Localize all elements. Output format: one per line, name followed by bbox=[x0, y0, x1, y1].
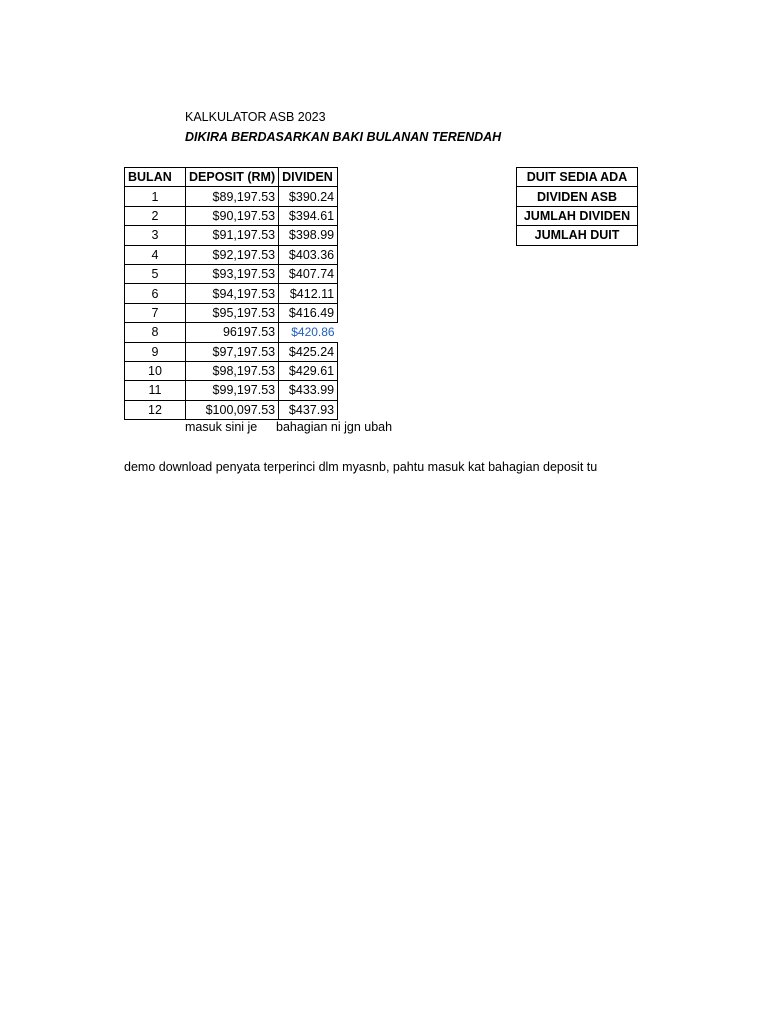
cell-bulan[interactable]: 1 bbox=[125, 187, 186, 206]
cell-dividen[interactable]: $394.61 bbox=[279, 206, 338, 225]
cell-deposit[interactable]: $98,197.53 bbox=[186, 361, 279, 380]
cell-dividen[interactable]: $390.24 bbox=[279, 187, 338, 206]
table-row bbox=[125, 303, 338, 322]
header-bulan[interactable]: BULAN bbox=[125, 168, 186, 187]
cell-bulan[interactable]: 12 bbox=[125, 400, 186, 419]
note-jangan-ubah: bahagian ni jgn ubah bbox=[276, 420, 393, 434]
table-header-row bbox=[125, 168, 338, 187]
table-row bbox=[125, 284, 338, 303]
summary-labels-table bbox=[516, 167, 638, 246]
cell-deposit[interactable]: $90,197.53 bbox=[186, 206, 279, 225]
cell-dividen[interactable]: $437.93 bbox=[279, 400, 338, 419]
label-duit-sedia-ada[interactable]: DUIT SEDIA ADA bbox=[517, 168, 638, 187]
cell-deposit[interactable]: $93,197.53 bbox=[186, 264, 279, 283]
table-row bbox=[125, 264, 338, 283]
note-demo: demo download penyata terperinci dlm myasnb, pahtu masuk kat bahagian deposit tu bbox=[124, 460, 598, 474]
header-deposit[interactable]: DEPOSIT (RM) bbox=[186, 168, 279, 187]
cell-deposit[interactable]: $97,197.53 bbox=[186, 342, 279, 361]
cell-bulan[interactable]: 8 bbox=[125, 323, 186, 342]
label-jumlah-dividen[interactable]: JUMLAH DIVIDEN bbox=[517, 206, 638, 225]
cell-bulan[interactable]: 11 bbox=[125, 381, 186, 400]
cell-bulan[interactable]: 7 bbox=[125, 303, 186, 322]
cell-dividen[interactable]: $433.99 bbox=[279, 381, 338, 400]
cell-dividen[interactable]: $398.99 bbox=[279, 226, 338, 245]
table-row bbox=[125, 245, 338, 264]
cell-bulan[interactable]: 2 bbox=[125, 206, 186, 225]
cell-deposit[interactable]: $89,197.53 bbox=[186, 187, 279, 206]
cell-bulan[interactable]: 3 bbox=[125, 226, 186, 245]
table-row bbox=[125, 342, 338, 361]
table-row bbox=[125, 187, 338, 206]
cell-deposit[interactable]: 96197.53 bbox=[186, 323, 279, 342]
table-row bbox=[125, 361, 338, 380]
cell-bulan[interactable]: 6 bbox=[125, 284, 186, 303]
cell-dividen[interactable]: $403.36 bbox=[279, 245, 338, 264]
label-dividen-asb[interactable]: DIVIDEN ASB bbox=[517, 187, 638, 206]
cell-bulan[interactable]: 9 bbox=[125, 342, 186, 361]
table-row bbox=[125, 206, 338, 225]
header-dividen[interactable]: DIVIDEN bbox=[279, 168, 338, 187]
cell-bulan[interactable]: 5 bbox=[125, 264, 186, 283]
cell-deposit[interactable]: $99,197.53 bbox=[186, 381, 279, 400]
cell-deposit[interactable]: $92,197.53 bbox=[186, 245, 279, 264]
cell-deposit[interactable]: $95,197.53 bbox=[186, 303, 279, 322]
table-row bbox=[125, 381, 338, 400]
cell-dividen[interactable]: $407.74 bbox=[279, 264, 338, 283]
deposit-table bbox=[124, 167, 338, 420]
cell-deposit[interactable]: $94,197.53 bbox=[186, 284, 279, 303]
table-row bbox=[125, 323, 338, 342]
cell-deposit[interactable]: $100,097.53 bbox=[186, 400, 279, 419]
cell-dividen[interactable]: $416.49 bbox=[279, 303, 338, 322]
cell-bulan[interactable]: 10 bbox=[125, 361, 186, 380]
note-masuk-sini: masuk sini je bbox=[185, 420, 258, 434]
table-row bbox=[125, 400, 338, 419]
page-title: KALKULATOR ASB 2023 bbox=[185, 110, 326, 124]
cell-dividen[interactable]: $429.61 bbox=[279, 361, 338, 380]
table-row bbox=[125, 226, 338, 245]
cell-bulan[interactable]: 4 bbox=[125, 245, 186, 264]
cell-dividen[interactable]: $425.24 bbox=[279, 342, 338, 361]
cell-deposit[interactable]: $91,197.53 bbox=[186, 226, 279, 245]
cell-dividen[interactable]: $412.11 bbox=[279, 284, 338, 303]
cell-dividen-highlight[interactable]: $420.86 bbox=[279, 323, 338, 342]
page-subtitle: DIKIRA BERDASARKAN BAKI BULANAN TERENDAH bbox=[185, 130, 502, 144]
label-jumlah-duit[interactable]: JUMLAH DUIT bbox=[517, 226, 638, 245]
